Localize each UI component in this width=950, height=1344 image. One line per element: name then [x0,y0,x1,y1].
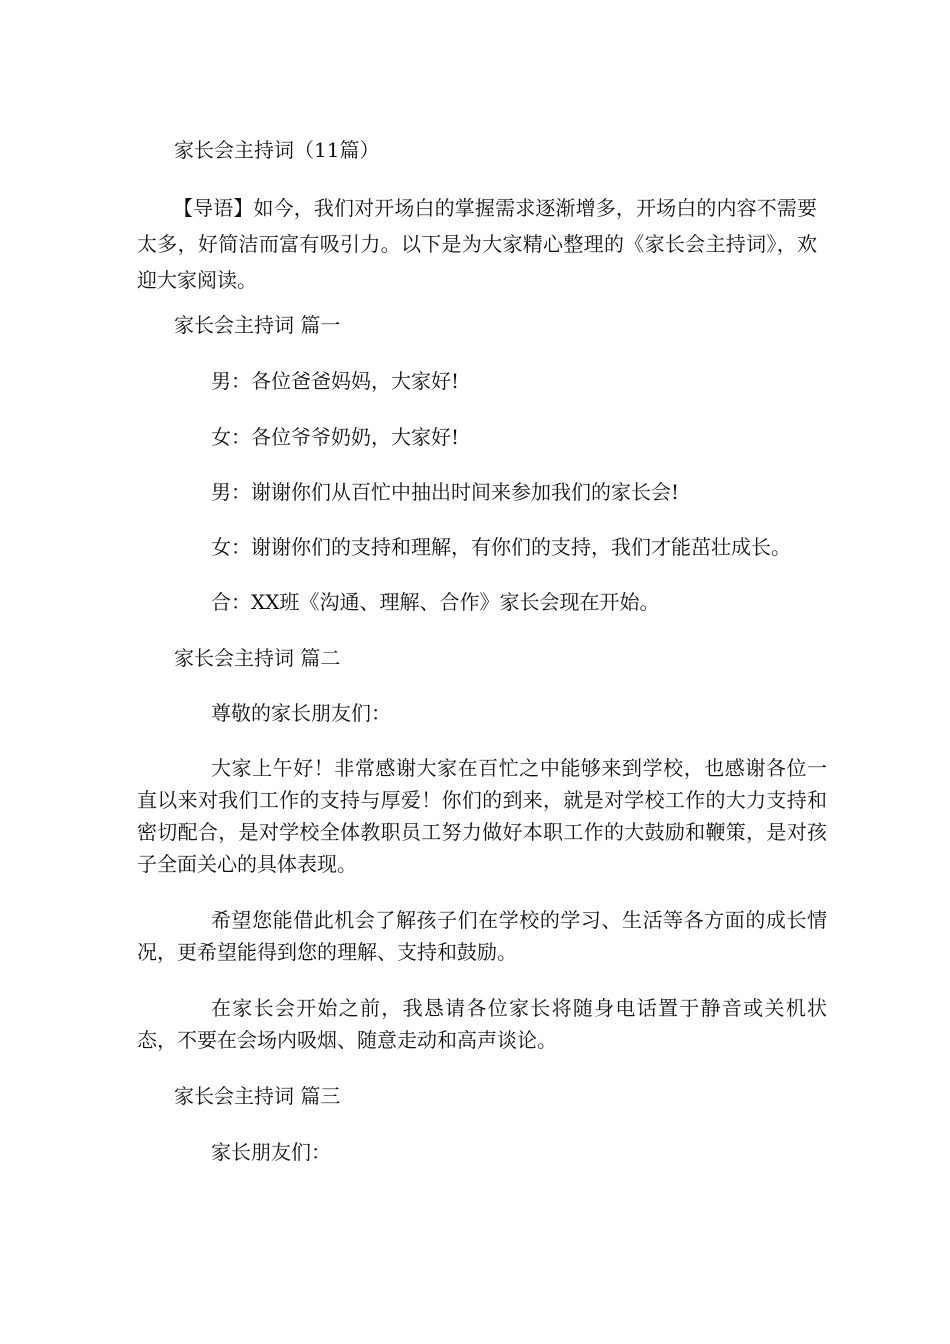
section-heading-3: 家长会主持词 篇三 [174,1084,341,1108]
section-heading-1: 家长会主持词 篇一 [174,313,341,337]
greeting-line: 尊敬的家长朋友们： [211,701,391,725]
greeting-line: 家长朋友们： [211,1140,331,1164]
intro-paragraph: 【导语】如今，我们对开场白的掌握需求逐渐增多，开场白的内容不需要太多，好简洁而富有吸引力。以下是为大家精心整理的《家长会主持词》，欢迎大家阅读。 [137,196,817,292]
dialogue-line: 男：谢谢你们从百忙中抽出时间来参加我们的家长会! [211,480,680,504]
section-heading-2: 家长会主持词 篇二 [174,646,341,670]
body-paragraph: 在家长会开始之前，我恳请各位家长将随身电话置于静音或关机状态，不要在会场内吸烟、随意走动和高声谈论。 [137,996,827,1052]
document-title: 家长会主持词（11篇） [174,138,380,162]
dialogue-line: 女：谢谢你们的支持和理解，有你们的支持，我们才能茁壮成长。 [211,535,791,559]
body-paragraph: 大家上午好！非常感谢大家在百忙之中能够来到学校，也感谢各位一直以来对我们工作的支持与厚爱！你们的到来，就是对学校工作的大力支持和密切配合，是对学校全体教职员工努力做好本职工作的大鼓励和鞭策，是对孩子全面关心的具体表现。 [137,756,827,876]
dialogue-line: 女：各位爷爷奶奶，大家好! [211,425,460,449]
dialogue-line: 男：各位爸爸妈妈，大家好! [211,369,460,393]
dialogue-line: 合：XX班《沟通、理解、合作》家长会现在开始。 [211,590,660,614]
body-paragraph: 希望您能借此机会了解孩子们在学校的学习、生活等各方面的成长情况，更希望能得到您的理解、支持和鼓励。 [137,908,827,964]
